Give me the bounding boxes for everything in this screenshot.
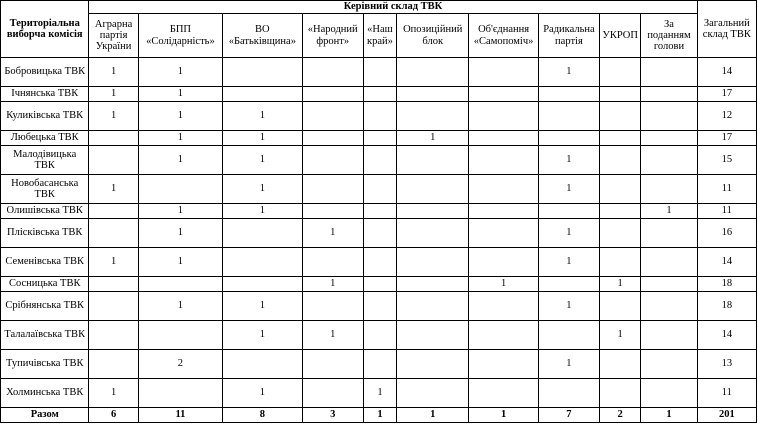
party-count-cell bbox=[641, 350, 697, 379]
party-count-cell bbox=[89, 146, 138, 175]
table-row bbox=[1, 102, 757, 131]
party-count-cell: 1 bbox=[223, 379, 302, 408]
party-count-cell: 1 bbox=[223, 292, 302, 321]
party-count-cell bbox=[397, 350, 469, 379]
table-row bbox=[1, 292, 757, 321]
header-group-title: Керівний склад ТВК bbox=[89, 1, 697, 14]
table-row bbox=[1, 277, 757, 292]
party-count-cell bbox=[223, 277, 302, 292]
party-count-cell bbox=[302, 175, 363, 204]
header-total: Загальний склад ТВК bbox=[697, 1, 756, 58]
party-count-cell bbox=[302, 58, 363, 87]
party-count-cell bbox=[600, 102, 641, 131]
header-party: За поданням голови bbox=[641, 14, 697, 58]
party-count-cell bbox=[89, 131, 138, 146]
party-count-cell bbox=[363, 146, 396, 175]
party-count-cell: 1 bbox=[138, 146, 222, 175]
totals-overall-cell: 201 bbox=[697, 408, 756, 423]
commission-name: Бобровицька ТВК bbox=[1, 58, 89, 87]
party-count-cell bbox=[600, 87, 641, 102]
party-count-cell bbox=[469, 131, 538, 146]
totals-party-cell: 7 bbox=[538, 408, 599, 423]
party-count-cell bbox=[641, 277, 697, 292]
party-count-cell bbox=[600, 58, 641, 87]
commission-name: Малодівицька ТВК bbox=[1, 146, 89, 175]
party-count-cell bbox=[397, 277, 469, 292]
party-count-cell bbox=[302, 379, 363, 408]
party-count-cell: 1 bbox=[302, 219, 363, 248]
party-count-cell: 1 bbox=[538, 248, 599, 277]
header-party: БПП «Солідарність» bbox=[138, 14, 222, 58]
party-count-cell bbox=[363, 175, 396, 204]
table-body bbox=[1, 58, 757, 423]
party-count-cell bbox=[600, 204, 641, 219]
party-count-cell bbox=[138, 321, 222, 350]
header-party: ВО «Батьківщина» bbox=[223, 14, 302, 58]
table-row bbox=[1, 350, 757, 379]
header-party: Аграрна партія України bbox=[89, 14, 138, 58]
party-count-cell: 1 bbox=[538, 58, 599, 87]
party-count-cell bbox=[538, 321, 599, 350]
party-count-cell: 1 bbox=[302, 321, 363, 350]
party-count-cell bbox=[302, 204, 363, 219]
party-count-cell bbox=[538, 87, 599, 102]
party-count-cell bbox=[469, 146, 538, 175]
party-count-cell bbox=[89, 350, 138, 379]
party-count-cell bbox=[600, 248, 641, 277]
commission-name: Семенівська ТВК bbox=[1, 248, 89, 277]
party-count-cell: 1 bbox=[89, 379, 138, 408]
party-count-cell: 1 bbox=[538, 175, 599, 204]
table-row bbox=[1, 321, 757, 350]
total-count-cell: 14 bbox=[697, 321, 756, 350]
party-count-cell bbox=[397, 248, 469, 277]
party-count-cell bbox=[538, 204, 599, 219]
party-count-cell: 1 bbox=[600, 321, 641, 350]
total-count-cell: 11 bbox=[697, 175, 756, 204]
party-count-cell: 1 bbox=[223, 102, 302, 131]
party-count-cell bbox=[538, 379, 599, 408]
party-count-cell bbox=[363, 321, 396, 350]
party-count-cell bbox=[223, 58, 302, 87]
party-count-cell: 1 bbox=[641, 204, 697, 219]
party-count-cell bbox=[641, 292, 697, 321]
party-count-cell bbox=[302, 87, 363, 102]
party-count-cell bbox=[397, 321, 469, 350]
party-count-cell bbox=[469, 219, 538, 248]
party-count-cell: 1 bbox=[89, 87, 138, 102]
total-count-cell: 13 bbox=[697, 350, 756, 379]
header-party: Радикальна партія bbox=[538, 14, 599, 58]
commission-name: Тупичівська ТВК bbox=[1, 350, 89, 379]
party-count-cell: 1 bbox=[138, 219, 222, 248]
party-count-cell bbox=[641, 379, 697, 408]
party-count-cell bbox=[363, 292, 396, 321]
party-count-cell: 1 bbox=[89, 102, 138, 131]
party-count-cell bbox=[600, 131, 641, 146]
party-count-cell bbox=[89, 321, 138, 350]
party-count-cell bbox=[600, 292, 641, 321]
party-count-cell: 1 bbox=[302, 277, 363, 292]
party-count-cell bbox=[363, 248, 396, 277]
party-count-cell bbox=[600, 350, 641, 379]
totals-party-cell: 1 bbox=[641, 408, 697, 423]
party-count-cell bbox=[363, 102, 396, 131]
party-count-cell bbox=[469, 175, 538, 204]
party-count-cell bbox=[397, 379, 469, 408]
party-count-cell: 1 bbox=[223, 175, 302, 204]
party-count-cell: 1 bbox=[138, 204, 222, 219]
table-row bbox=[1, 219, 757, 248]
table-row bbox=[1, 175, 757, 204]
party-count-cell bbox=[302, 350, 363, 379]
totals-party-cell: 2 bbox=[600, 408, 641, 423]
total-count-cell: 12 bbox=[697, 102, 756, 131]
totals-party-cell: 1 bbox=[397, 408, 469, 423]
party-count-cell bbox=[363, 87, 396, 102]
party-count-cell: 1 bbox=[138, 248, 222, 277]
party-count-cell bbox=[600, 146, 641, 175]
party-count-cell bbox=[302, 146, 363, 175]
party-count-cell: 1 bbox=[89, 248, 138, 277]
total-count-cell: 14 bbox=[697, 58, 756, 87]
party-count-cell bbox=[600, 379, 641, 408]
totals-party-cell: 11 bbox=[138, 408, 222, 423]
party-count-cell bbox=[641, 321, 697, 350]
total-count-cell: 18 bbox=[697, 277, 756, 292]
party-count-cell bbox=[302, 102, 363, 131]
party-count-cell bbox=[397, 204, 469, 219]
party-count-cell bbox=[469, 292, 538, 321]
party-count-cell bbox=[302, 292, 363, 321]
total-count-cell: 11 bbox=[697, 204, 756, 219]
party-count-cell bbox=[223, 87, 302, 102]
party-count-cell bbox=[600, 175, 641, 204]
header-party: «Наш край» bbox=[363, 14, 396, 58]
header-party: Об'єднання «Самопоміч» bbox=[469, 14, 538, 58]
totals-party-cell: 1 bbox=[469, 408, 538, 423]
party-count-cell bbox=[397, 219, 469, 248]
party-count-cell bbox=[363, 350, 396, 379]
party-count-cell: 1 bbox=[363, 379, 396, 408]
party-count-cell bbox=[641, 102, 697, 131]
party-count-cell bbox=[538, 131, 599, 146]
party-count-cell: 1 bbox=[469, 277, 538, 292]
party-count-cell bbox=[469, 379, 538, 408]
commission-name: Холминська ТВК bbox=[1, 379, 89, 408]
party-count-cell bbox=[363, 131, 396, 146]
commission-name: Плісківська ТВК bbox=[1, 219, 89, 248]
party-count-cell bbox=[469, 350, 538, 379]
table-row bbox=[1, 87, 757, 102]
party-count-cell bbox=[600, 219, 641, 248]
party-count-cell bbox=[89, 277, 138, 292]
party-count-cell bbox=[469, 87, 538, 102]
party-count-cell: 1 bbox=[538, 292, 599, 321]
party-count-cell bbox=[641, 131, 697, 146]
party-count-cell bbox=[363, 277, 396, 292]
totals-party-cell: 6 bbox=[89, 408, 138, 423]
table-row bbox=[1, 146, 757, 175]
party-count-cell bbox=[469, 204, 538, 219]
party-count-cell: 1 bbox=[138, 292, 222, 321]
party-count-cell bbox=[89, 204, 138, 219]
party-count-cell bbox=[397, 102, 469, 131]
party-count-cell bbox=[641, 87, 697, 102]
total-count-cell: 15 bbox=[697, 146, 756, 175]
party-count-cell: 1 bbox=[397, 131, 469, 146]
header-party: «Народний фронт» bbox=[302, 14, 363, 58]
commission-name: Куликівська ТВК bbox=[1, 102, 89, 131]
commission-name: Любецька ТВК bbox=[1, 131, 89, 146]
party-count-cell: 2 bbox=[138, 350, 222, 379]
party-count-cell bbox=[223, 350, 302, 379]
table-row bbox=[1, 131, 757, 146]
party-count-cell bbox=[397, 87, 469, 102]
total-count-cell: 14 bbox=[697, 248, 756, 277]
header-commission: Територіальна виборча комісія bbox=[1, 1, 89, 58]
party-count-cell: 1 bbox=[138, 102, 222, 131]
party-count-cell bbox=[363, 58, 396, 87]
party-count-cell bbox=[138, 277, 222, 292]
party-count-cell bbox=[641, 248, 697, 277]
party-count-cell: 1 bbox=[138, 131, 222, 146]
party-count-cell: 1 bbox=[223, 146, 302, 175]
party-count-cell bbox=[469, 321, 538, 350]
party-count-cell bbox=[538, 102, 599, 131]
party-count-cell bbox=[302, 248, 363, 277]
party-count-cell bbox=[397, 146, 469, 175]
party-count-cell bbox=[538, 277, 599, 292]
party-count-cell bbox=[469, 102, 538, 131]
party-count-cell bbox=[363, 219, 396, 248]
party-count-cell bbox=[397, 175, 469, 204]
total-count-cell: 17 bbox=[697, 87, 756, 102]
total-count-cell: 16 bbox=[697, 219, 756, 248]
total-count-cell: 11 bbox=[697, 379, 756, 408]
commission-name: Сосницька ТВК bbox=[1, 277, 89, 292]
party-count-cell: 1 bbox=[600, 277, 641, 292]
table-row bbox=[1, 204, 757, 219]
party-count-cell bbox=[223, 248, 302, 277]
party-count-cell bbox=[469, 248, 538, 277]
party-count-cell: 1 bbox=[89, 58, 138, 87]
party-count-cell bbox=[89, 292, 138, 321]
party-count-cell: 1 bbox=[138, 87, 222, 102]
party-count-cell bbox=[138, 175, 222, 204]
commission-name: Новобасанська ТВК bbox=[1, 175, 89, 204]
commission-name: Срібнянська ТВК bbox=[1, 292, 89, 321]
totals-party-cell: 8 bbox=[223, 408, 302, 423]
party-count-cell bbox=[469, 58, 538, 87]
party-count-cell bbox=[138, 379, 222, 408]
party-count-cell: 1 bbox=[138, 58, 222, 87]
party-count-cell bbox=[223, 219, 302, 248]
totals-label: Разом bbox=[1, 408, 89, 423]
party-count-cell: 1 bbox=[538, 350, 599, 379]
header-party: Опозиційний блок bbox=[397, 14, 469, 58]
party-count-cell: 1 bbox=[538, 146, 599, 175]
party-count-cell: 1 bbox=[538, 219, 599, 248]
totals-party-cell: 3 bbox=[302, 408, 363, 423]
party-count-cell: 1 bbox=[223, 204, 302, 219]
party-count-cell bbox=[641, 146, 697, 175]
table-row bbox=[1, 58, 757, 87]
table-row bbox=[1, 379, 757, 408]
commission-name: Олишівська ТВК bbox=[1, 204, 89, 219]
party-count-cell bbox=[302, 131, 363, 146]
table-row bbox=[1, 248, 757, 277]
party-count-cell bbox=[363, 204, 396, 219]
totals-row bbox=[1, 408, 757, 423]
party-count-cell bbox=[641, 58, 697, 87]
party-count-cell bbox=[397, 58, 469, 87]
party-count-cell bbox=[641, 219, 697, 248]
party-count-cell bbox=[641, 175, 697, 204]
header-party: УКРОП bbox=[600, 14, 641, 58]
party-count-cell: 1 bbox=[223, 321, 302, 350]
total-count-cell: 17 bbox=[697, 131, 756, 146]
party-count-cell bbox=[89, 219, 138, 248]
commission-name: Ічнянська ТВК bbox=[1, 87, 89, 102]
party-count-cell bbox=[397, 292, 469, 321]
totals-party-cell: 1 bbox=[363, 408, 396, 423]
total-count-cell: 18 bbox=[697, 292, 756, 321]
party-count-cell: 1 bbox=[223, 131, 302, 146]
commission-name: Талалаївська ТВК bbox=[1, 321, 89, 350]
party-count-cell: 1 bbox=[89, 175, 138, 204]
